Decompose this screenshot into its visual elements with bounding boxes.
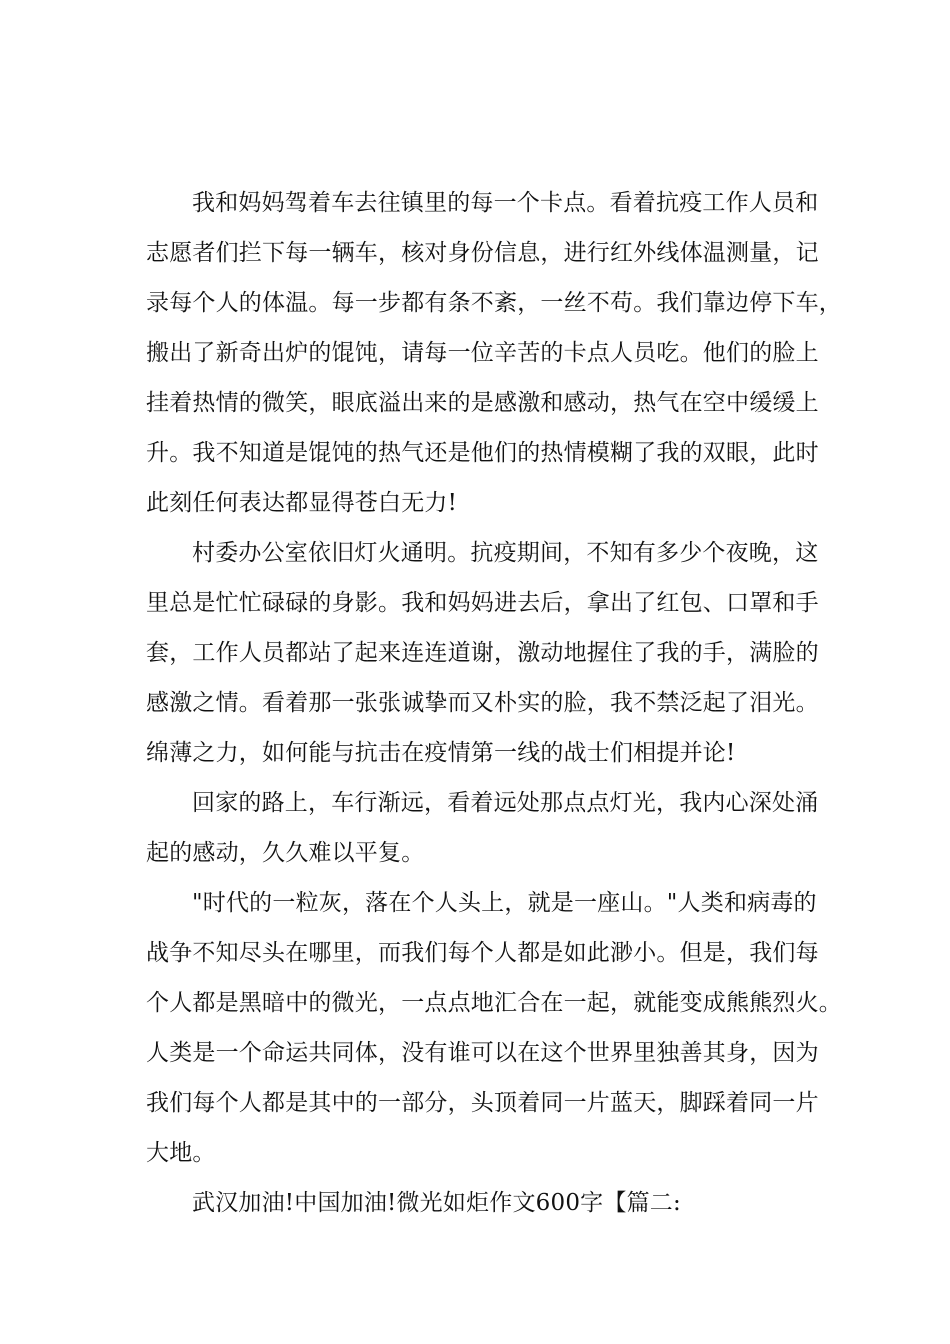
paragraph-line: 套，工作人员都站了起来连连道谢，激动地握住了我的手，满脸的 <box>146 640 819 666</box>
paragraph-line: 人类是一个命运共同体，没有谁可以在这个世界里独善其身，因为 <box>146 1040 819 1066</box>
paragraph-1 <box>146 178 842 528</box>
paragraph-line: 此刻任何表达都显得苍白无力! <box>146 490 458 516</box>
paragraph-line: 起的感动，久久难以平复。 <box>146 840 425 866</box>
paragraph-line: 我们每个人都是其中的一部分，头顶着同一片蓝天，脚踩着同一片 <box>146 1090 819 1116</box>
paragraph-line: 感激之情。看着那一张张诚挚而又朴实的脸，我不禁泛起了泪光。 <box>146 690 819 716</box>
document-body <box>146 178 842 1228</box>
paragraph-line: 录每个人的体温。每一步都有条不紊，一丝不苟。我们靠边停下车， <box>146 290 842 316</box>
paragraph-line: 大地。 <box>146 1140 216 1166</box>
paragraph-line: 搬出了新奇出炉的馄饨，请每一位辛苦的卡点人员吃。他们的脸上 <box>146 340 819 366</box>
paragraph-line: 志愿者们拦下每一辆车，核对身份信息，进行红外线体温测量，记 <box>146 240 819 266</box>
paragraph-5 <box>146 1178 836 1228</box>
paragraph-3 <box>146 778 836 878</box>
paragraph-line: 里总是忙忙碌碌的身影。我和妈妈进去后，拿出了红包、口罩和手 <box>146 590 819 616</box>
paragraph-line: 我和妈妈驾着车去往镇里的每一个卡点。看着抗疫工作人员和 <box>192 190 819 216</box>
paragraph-line: "时代的一粒灰，落在个人头上，就是一座山。"人类和病毒的 <box>192 890 817 916</box>
paragraph-line: 回家的路上，车行渐远，看着远处那点点灯光，我内心深处涌 <box>192 790 819 816</box>
paragraph-4 <box>146 878 842 1178</box>
paragraph-line: 战争不知尽头在哪里，而我们每个人都是如此渺小。但是，我们每 <box>146 940 819 966</box>
paragraph-line: 升。我不知道是馄饨的热气还是他们的热情模糊了我的双眼，此时 <box>146 440 819 466</box>
paragraph-line: 村委办公室依旧灯火通明。抗疫期间，不知有多少个夜晚，这 <box>192 540 819 566</box>
paragraph-2 <box>146 528 836 778</box>
paragraph-line: 个人都是黑暗中的微光，一点点地汇合在一起，就能变成熊熊烈火。 <box>146 990 842 1016</box>
paragraph-line: 挂着热情的微笑，眼底溢出来的是感激和感动，热气在空中缓缓上 <box>146 390 819 416</box>
paragraph-line: 绵薄之力，如何能与抗击在疫情第一线的战士们相提并论! <box>146 740 736 766</box>
section-heading-line: 武汉加油!中国加油!微光如炬作文600字【篇二: <box>192 1190 681 1216</box>
